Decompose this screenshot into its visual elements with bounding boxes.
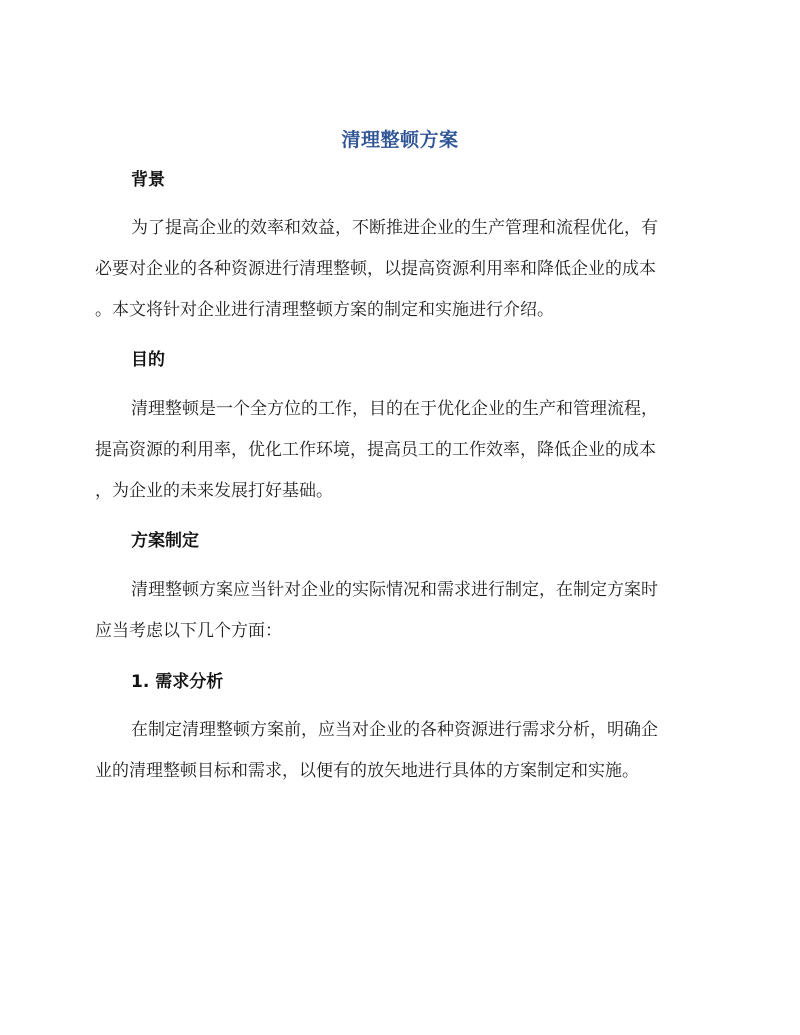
- section-paragraph-needs-analysis: [95, 710, 705, 792]
- section-paragraph-purpose: [95, 389, 705, 512]
- section-paragraph-background: [95, 208, 705, 331]
- paragraph-line: ，为企业的未来发展打好基础。: [95, 481, 333, 501]
- paragraph-line: 业的清理整顿目标和需求，以便有的放矢地进行具体的方案制定和实施。: [95, 761, 639, 781]
- section-heading-background: 背景: [131, 170, 165, 190]
- section-heading-needs-analysis: 1. 需求分析: [131, 672, 224, 692]
- document-title: 清理整顿方案: [341, 129, 459, 151]
- section-heading-purpose: 目的: [131, 350, 165, 370]
- paragraph-line: 提高资源的利用率，优化工作环境，提高员工的工作效率，降低企业的成本: [95, 440, 656, 460]
- paragraph-line: 应当考虑以下几个方面：: [95, 621, 282, 641]
- paragraph-line: 。本文将针对企业进行清理整顿方案的制定和实施进行介绍。: [95, 300, 554, 320]
- paragraph-line: 清理整顿方案应当针对企业的实际情况和需求进行制定，在制定方案时: [131, 580, 658, 600]
- paragraph-line: 为了提高企业的效率和效益，不断推进企业的生产管理和流程优化，有: [131, 218, 658, 238]
- paragraph-line: 在制定清理整顿方案前，应当对企业的各种资源进行需求分析，明确企: [131, 720, 658, 740]
- section-paragraph-plan: [95, 570, 705, 652]
- paragraph-line: 清理整顿是一个全方位的工作，目的在于优化企业的生产和管理流程，: [131, 399, 658, 419]
- section-heading-plan: 方案制定: [131, 531, 199, 551]
- paragraph-line: 必要对企业的各种资源进行清理整顿，以提高资源利用率和降低企业的成本: [95, 259, 656, 279]
